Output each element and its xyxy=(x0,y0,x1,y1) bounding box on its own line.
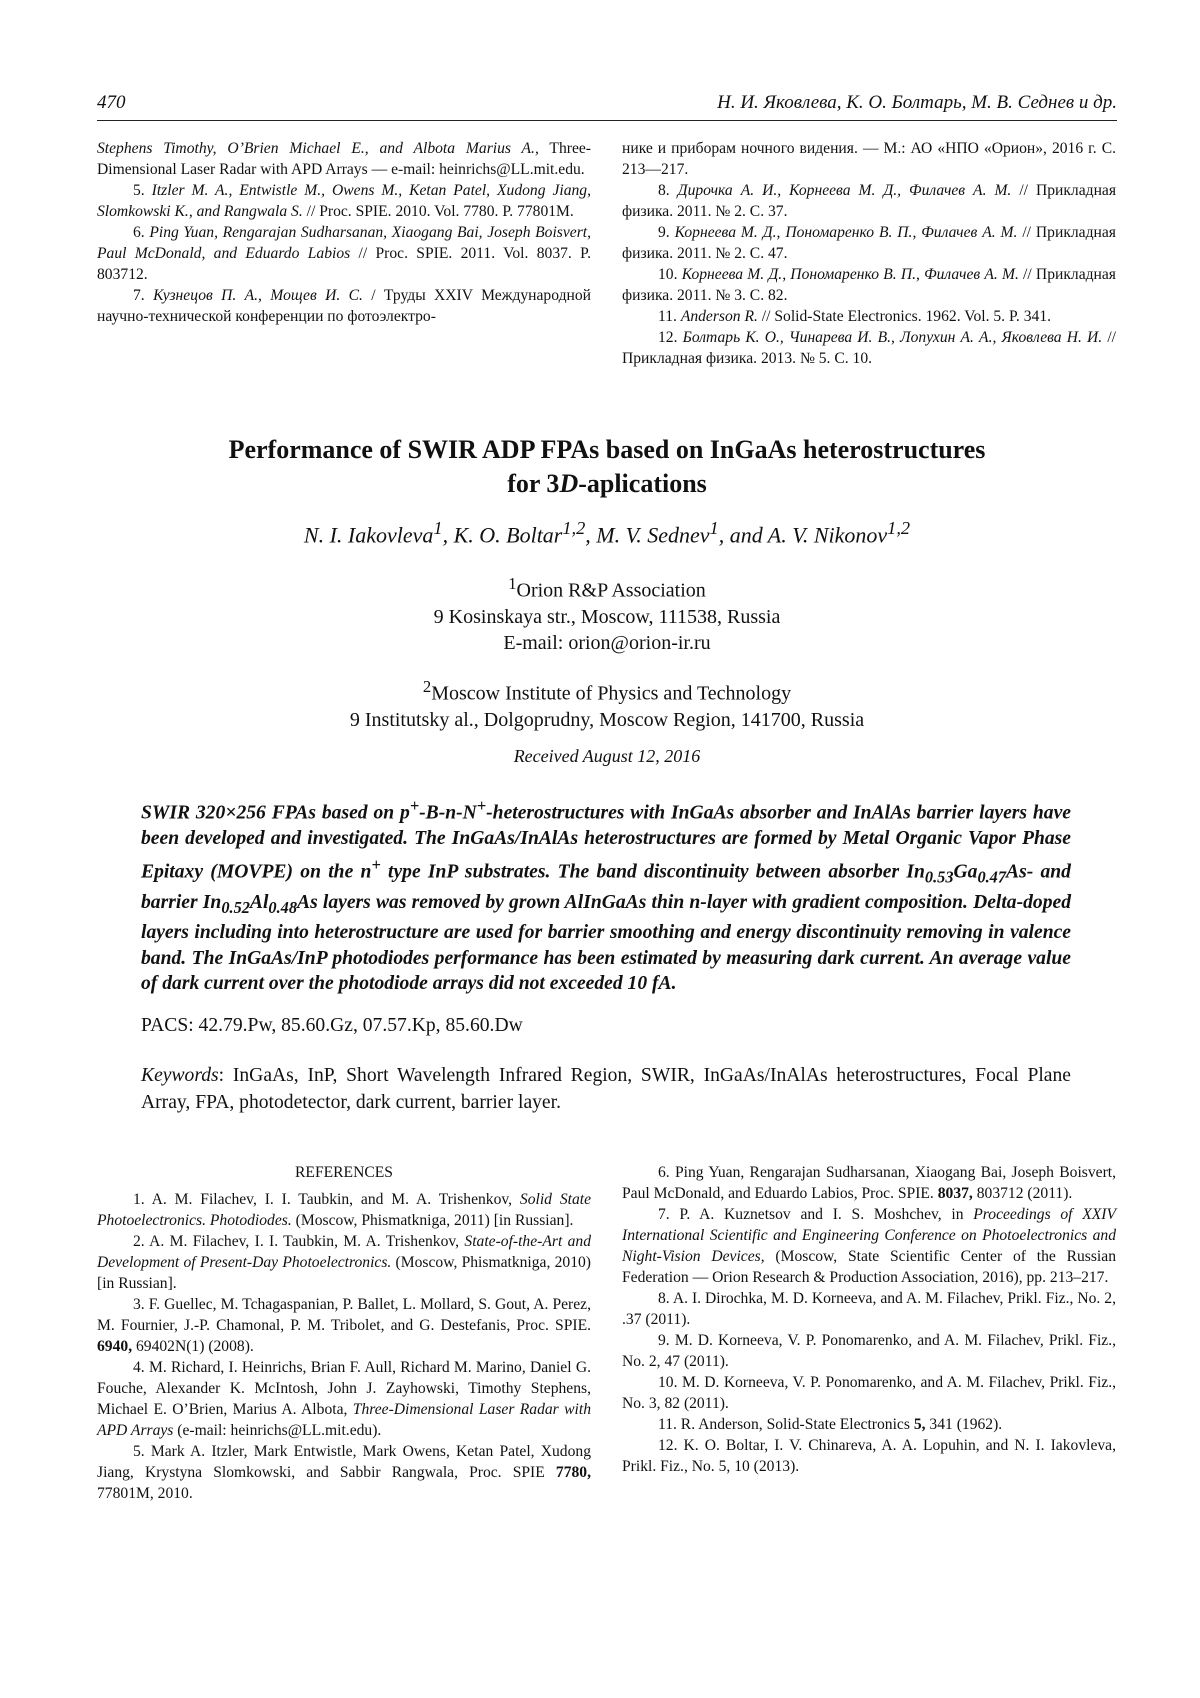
reference-item: 5. Mark A. Itzler, Mark Entwistle, Mark Owens, Ketan Patel, Xudong Jiang, Krystyna Slomkowski, and Sabbir Rangwala, Proc. SPIE 7780, 77801M, 2010. xyxy=(97,1443,591,1502)
previous-references-left-column xyxy=(97,138,591,327)
page-number: 470 xyxy=(97,92,126,113)
reference-item: 5. Itzler M. A., Entwistle M., Owens M., Ketan Patel, Xudong Jiang, Slomkowski K., and Rangwala S. // Proc. SPIE. 2010. Vol. 7780. P. 77801M. xyxy=(97,182,591,220)
reference-item: 7. P. A. Kuznetsov and I. S. Moshchev, in Proceedings of XXIV International Scientific and Engineering Conference on Photoelectronics and Night-Vision Devices, (Moscow, State Scientific Center of the Russian Federation — Orion Research & Production Association, 2016), pp. 213–217. xyxy=(622,1206,1116,1286)
affiliation-2: $^2$Moscow Institute of Physics and Technology 9 Institutsky al., Dolgoprudny, Moscow Region, 141700, Russia xyxy=(349,677,865,731)
reference-item: Stephens Timothy, O’Brien Michael E., and Albota Marius A., Three-Dimensional Laser Radar with APD Arrays — e-mail: heinrichs@LL.mit.edu. xyxy=(97,140,591,178)
reference-item: 10. M. D. Korneeva, V. P. Ponomarenko, and A. M. Filachev, Prikl. Fiz., No. 3, 82 (2011). xyxy=(622,1374,1116,1412)
article-title: Performance of SWIR ADP FPAs based on InGaAs heterostructures for 3D-aplications xyxy=(228,435,986,498)
reference-item: 9. Корнеева М. Д., Пономаренко В. П., Филачев А. М. // Прикладная физика. 2011. № 2. С. 47. xyxy=(622,224,1116,262)
running-header xyxy=(97,88,1117,121)
previous-references-right-column xyxy=(622,138,1116,369)
reference-item: 12. K. O. Boltar, I. V. Chinareva, A. A. Lopuhin, and N. I. Iakovleva, Prikl. Fiz., No. 5, 10 (2013). xyxy=(622,1437,1116,1475)
reference-item: 6. Ping Yuan, Rengarajan Sudharsanan, Xiaogang Bai, Joseph Boisvert, Paul McDonald, and Eduardo Labios // Proc. SPIE. 2011. Vol. 8037. P. 803712. xyxy=(97,224,592,283)
abstract: SWIR 320×256 FPAs based on p+-B-n-N+-heterostructures with InGaAs absorber and InAlAs barrier layers have been developed and investigated. The InGaAs/InAlAs heterostructures are formed by Metal Organic Vapor Phase Epitaxy (MOVPE) on the n+ type InP substrates. The band discontinuity between absorber $In_{0.53}Ga_{0.47}As-$ and barrier $In_{0.52}Al_{0.48}As$ layers was removed by grown AlInGaAs thin n-layer with gradient composition. Delta-doped layers including into heterostructure are used for barrier smoothing and energy discontinuity removing in valence band. The InGaAs/InP photodiodes performance has been estimated by measuring dark current. An average value of dark current over the photodiode arrays did not exceeded 10 fA. xyxy=(141,796,1072,995)
reference-item: 11. Anderson R. // Solid-State Electronics. 1962. Vol. 5. P. 341. xyxy=(658,308,1052,325)
reference-item: 8. Дирочка А. И., Корнеева М. Д., Филачев А. М. // Прикладная физика. 2011. № 2. С. 37. xyxy=(622,182,1117,220)
reference-item: 3. F. Guellec, M. Tchagaspanian, P. Ballet, L. Mollard, S. Gout, A. Perez, M. Fournier, J.-P. Chamonal, P. M. Tribolet, and G. Destefanis, Proc. SPIE. 6940, 69402N(1) (2008). xyxy=(97,1296,591,1355)
reference-item: 9. M. D. Korneeva, V. P. Ponomarenko, and A. M. Filachev, Prikl. Fiz., No. 2, 47 (2011). xyxy=(622,1332,1116,1370)
reference-item: 4. M. Richard, I. Heinrichs, Brian F. Aull, Richard M. Marino, Daniel G. Fouche, Alexander K. McIntosh, John J. Zayhowski, Timothy Stephens, Michael E. O’Brien, Marius A. Albota, Three-Dimensional Laser Radar with APD Arrays (e-mail: heinrichs@LL.mit.edu). xyxy=(97,1359,592,1439)
references-heading: REFERENCES xyxy=(295,1164,393,1181)
reference-item: 1. A. M. Filachev, I. I. Taubkin, and M. A. Trishenkov, Solid State Photoelectronics. Photodiodes. (Moscow, Phismatkniga, 2011) [in Russian]. xyxy=(97,1191,591,1229)
reference-item: 12. Болтарь К. О., Чинарева И. В., Лопухин А. А., Яковлева Н. И. // Прикладная физика. 2013. № 5. С. 10. xyxy=(622,329,1117,367)
affiliation-1: $^1$Orion R&P Association 9 Kosinskaya str., Moscow, 111538, Russia E-mail: orion@orion-ir.ru xyxy=(97,571,1117,656)
article-authors: N. I. Iakovleva$^1$, K. O. Boltar$^{1,2}$, M. V. Sednev$^1$, and A. V. Nikonov$^{1,2}$ xyxy=(303,518,911,548)
affiliation-email: E-mail: orion@orion-ir.ru xyxy=(503,631,711,654)
references-left-column xyxy=(97,1162,591,1504)
reference-item: 8. A. I. Dirochka, M. D. Korneeva, and A. M. Filachev, Prikl. Fiz., No. 2, .37 (2011). xyxy=(622,1290,1116,1328)
received-date: Received August 12, 2016 xyxy=(513,746,701,766)
reference-item: 10. Корнеева М. Д., Пономаренко В. П., Филачев А. М. // Прикладная физика. 2011. № 3. С. 82. xyxy=(622,266,1116,304)
reference-item: 11. R. Anderson, Solid-State Electronics 5, 341 (1962). xyxy=(658,1416,1003,1433)
keywords: Keywords: InGaAs, InP, Short Wavelength Infrared Region, SWIR, InGaAs/InAlAs heterostructures, Focal Plane Array, FPA, photodetector, dark current, barrier layer. xyxy=(141,1065,1071,1113)
reference-item: 2. A. M. Filachev, I. I. Taubkin, M. A. Trishenkov, State-of-the-Art and Development of Present-Day Photoelectronics. (Moscow, Phismatkniga, 2010) [in Russian]. xyxy=(97,1233,591,1292)
references-right-column xyxy=(622,1162,1116,1477)
pacs-codes: PACS: 42.79.Pw, 85.60.Gz, 07.57.Kp, 85.60.Dw xyxy=(141,1015,523,1036)
running-authors: Н. И. Яковлева, К. О. Болтарь, М. В. Седнев и др. xyxy=(717,92,1117,113)
reference-item: нике и приборам ночного видения. — М.: АО «НПО «Орион», 2016 г. С. 213—217. xyxy=(622,140,1116,178)
reference-item: 7. Кузнецов П. А., Мощев И. С. / Труды XXIV Международной научно-технической конференции по фотоэлектро- xyxy=(97,287,592,325)
reference-item: 6. Ping Yuan, Rengarajan Sudharsanan, Xiaogang Bai, Joseph Boisvert, Paul McDonald, and Eduardo Labios, Proc. SPIE. 8037, 803712 (2011). xyxy=(622,1164,1116,1202)
